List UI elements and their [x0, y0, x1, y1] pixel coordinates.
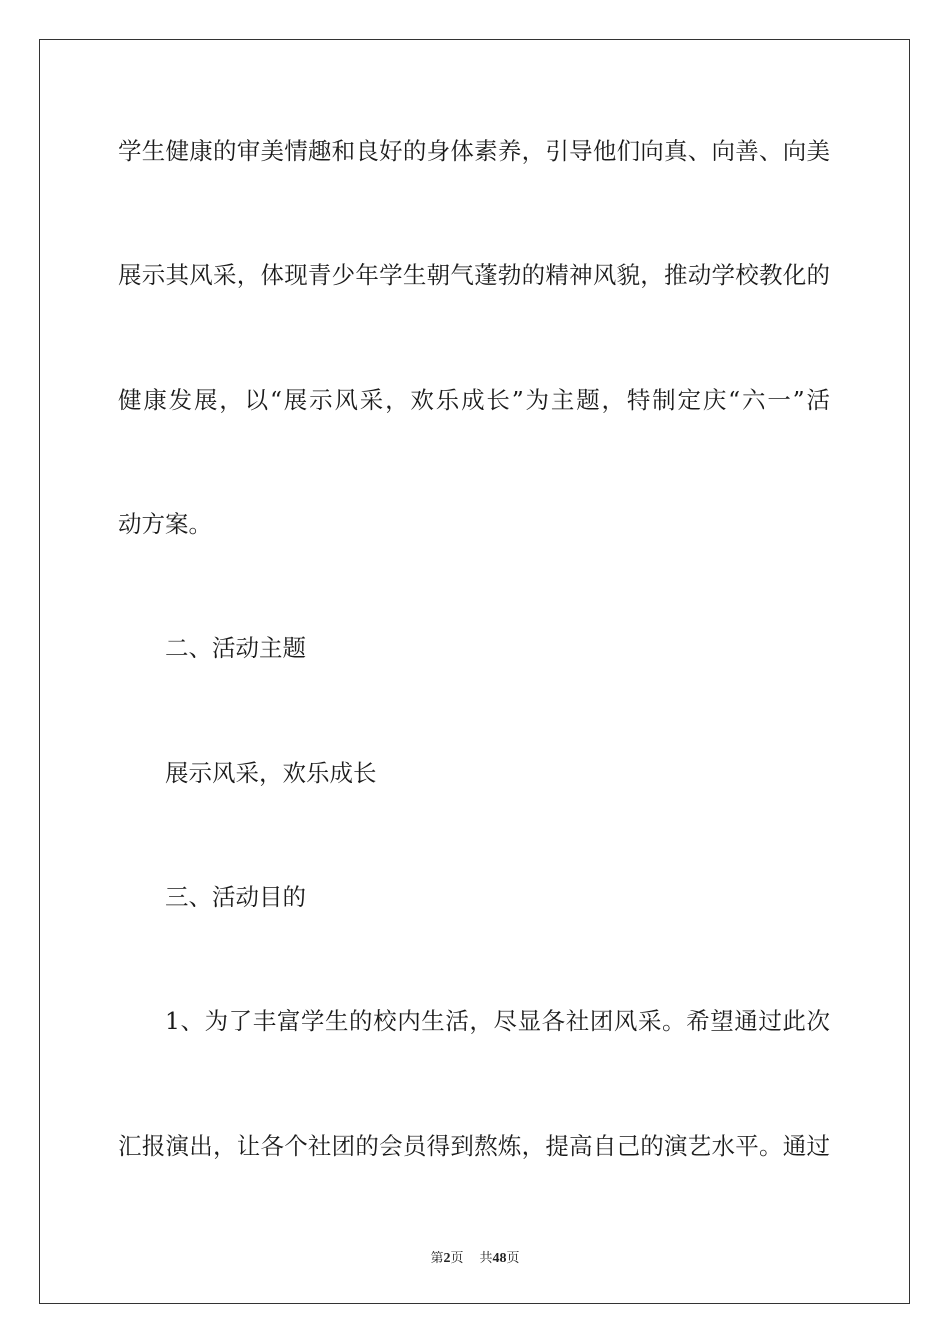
page-frame — [39, 39, 910, 1304]
footer-page-number: 2 — [443, 1251, 451, 1266]
section-heading-theme: 二、活动主题 — [165, 634, 306, 662]
body-line-3: 健康发展，以“展示风采，欢乐成长”为主题，特制定庆“六一”活 — [118, 386, 830, 414]
body-line-purpose-1: 1、为了丰富学生的校内生活，尽显各社团风采。希望通过此次 — [165, 1007, 830, 1035]
footer-total-prefix: 共 — [479, 1251, 493, 1266]
body-line-2: 展示其风采，体现青少年学生朝气蓬勃的精神风貌，推动学校教化的 — [118, 261, 830, 289]
body-line-1: 学生健康的审美情趣和良好的身体素养，引导他们向真、向善、向美 — [118, 137, 830, 165]
footer-page-prefix: 第 — [430, 1251, 444, 1266]
footer-total-suffix: 页 — [506, 1251, 520, 1266]
theme-text: 展示风采，欢乐成长 — [165, 759, 377, 787]
footer-page-suffix: 页 — [450, 1251, 464, 1266]
footer-total-pages: 48 — [492, 1251, 507, 1266]
section-heading-purpose: 三、活动目的 — [165, 883, 306, 911]
page-footer — [0, 1247, 950, 1267]
body-line-purpose-2: 汇报演出，让各个社团的会员得到熬炼，提高自己的演艺水平。通过 — [118, 1132, 830, 1160]
body-line-4: 动方案。 — [118, 510, 212, 538]
